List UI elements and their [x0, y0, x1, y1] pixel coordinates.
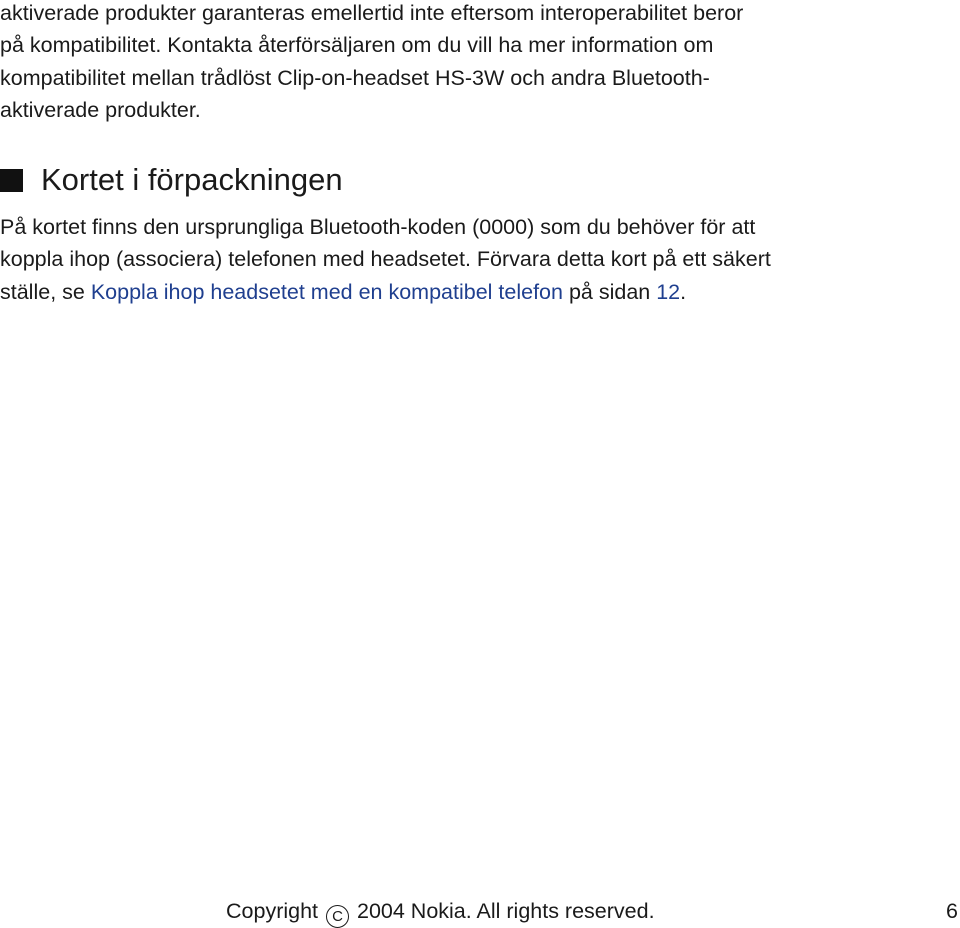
section-heading-text: Kortet i förpackningen	[41, 162, 343, 197]
intro-line-2: på kompatibilitet. Kontakta återförsäljaren om du vill ha mer information om	[0, 33, 714, 58]
square-bullet-icon	[0, 169, 23, 192]
copyright-text: 2004 Nokia. All rights reserved.	[356, 899, 655, 923]
copyright-footer	[226, 897, 655, 928]
intro-line-3: kompatibilitet mellan trådlöst Clip-on-headset HS-3W och andra Bluetooth-	[0, 65, 710, 90]
section-line-3	[0, 276, 900, 308]
page-number: 6	[946, 899, 958, 923]
copyright-icon: C	[326, 905, 349, 928]
intro-line-4: aktiverade produkter.	[0, 97, 201, 122]
section-paragraph	[0, 211, 900, 308]
section-line-1: På kortet finns den ursprungliga Bluetooth-koden (0000) som du behöver för att	[0, 215, 756, 239]
page-reference-link[interactable]: 12	[656, 279, 681, 304]
cross-reference-link[interactable]: Koppla ihop headsetet med en kompatibel telefon	[90, 279, 563, 304]
intro-paragraph	[0, 0, 900, 126]
copyright-word: Copyright	[226, 899, 319, 923]
section-line-2: koppla ihop (associera) telefonen med headsetet. Förvara detta kort på ett säkert	[0, 247, 771, 272]
section-line-3-prefix: ställe, se	[0, 279, 91, 304]
section-line-3-middle: på sidan	[562, 279, 657, 304]
section-heading	[0, 160, 343, 200]
section-line-3-suffix: .	[680, 279, 687, 304]
intro-line-1: aktiverade produkter garanteras emellertid inte eftersom interoperabilitet beror	[0, 1, 744, 25]
